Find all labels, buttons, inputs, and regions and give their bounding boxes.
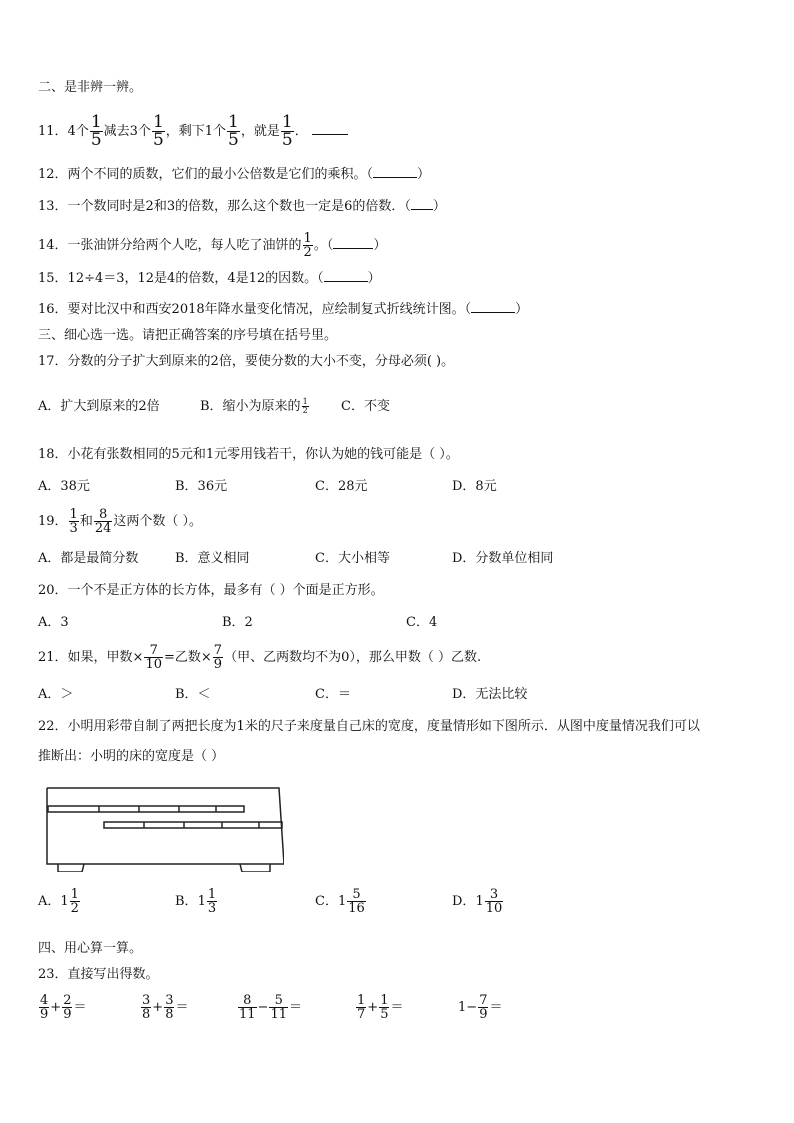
question-14: 14．一张油饼分给两个人吃，每人吃了油饼的 $\frac{1}{2}$ 。（ ）	[38, 231, 387, 260]
answer-blank[interactable]	[471, 312, 515, 313]
question-15: 15．12÷4＝3，12是4的倍数，4是12的因数。（ ）	[38, 271, 381, 286]
option-a[interactable]: A．38元	[38, 479, 90, 494]
answer-blank[interactable]	[312, 134, 348, 135]
option-b[interactable]: B．1 $\frac{1}{3}$	[175, 887, 217, 916]
option-d[interactable]: D．1 $\frac{3}{10}$	[452, 887, 503, 916]
option-b[interactable]: B．意义相同	[175, 551, 250, 566]
math-expression: $\frac{3}{8}$ + $\frac{3}{8}$ ＝	[142, 993, 189, 1022]
fraction: $\frac{8}{24}$	[94, 507, 112, 536]
question-12: 12．两个不同的质数，它们的最小公倍数是它们的乘积。（ ）	[38, 167, 431, 182]
math-expression: 1− $\frac{7}{9}$ ＝	[458, 993, 503, 1022]
fraction: $\frac{7}{9}$	[213, 643, 223, 672]
option-a[interactable]: A．都是最简分数	[38, 551, 139, 566]
fraction: $\frac{1}{5}$	[152, 112, 164, 150]
question-23: 23．直接写出得数。	[38, 967, 159, 982]
option-c[interactable]: C．1 $\frac{5}{16}$	[315, 887, 365, 916]
bed-leg-right	[240, 864, 270, 872]
question-22-line1: 22．小明用彩带自制了两把长度为1米的尺子来度量自己床的宽度，度量情形如下图所示．从图中度量情况我们可以	[38, 719, 700, 734]
question-16: 16．要对比汉中和西安2018年降水量变化情况，应绘制复式折线统计图。（ ）	[38, 302, 529, 317]
fraction: $\frac{1}{2}$	[302, 397, 308, 415]
section-heading-4: 四、用心算一算。	[38, 941, 143, 956]
answer-blank[interactable]	[333, 248, 373, 249]
fraction: $\frac{1}{5}$	[90, 112, 102, 150]
question-20: 20．一个不是正方体的长方体，最多有（ ）个面是正方形。	[38, 583, 384, 598]
math-expression: $\frac{1}{7}$ + $\frac{1}{5}$ ＝	[357, 993, 404, 1022]
fraction: $\frac{1}{5}$	[281, 112, 293, 150]
option-c[interactable]: C．不变	[341, 399, 390, 414]
question-21: 21．如果，甲数× $\frac{7}{10}$ =乙数× $\frac{7}{9}$ （甲、乙两数均不为0），那么甲数（ ）乙数.	[38, 643, 482, 672]
option-d[interactable]: D．8元	[452, 479, 497, 494]
bed-ruler-figure	[44, 782, 284, 872]
fraction: $\frac{1}{3}$	[69, 507, 78, 536]
answer-blank[interactable]	[373, 177, 417, 178]
answer-blank[interactable]	[411, 209, 433, 210]
option-c[interactable]: C．＝	[315, 687, 351, 702]
fraction: $\frac{1}{5}$	[228, 112, 239, 150]
option-c[interactable]: C．28元	[315, 479, 368, 494]
answer-blank[interactable]	[324, 281, 368, 282]
option-b[interactable]: B．＜	[175, 687, 211, 702]
option-c[interactable]: C．大小相等	[315, 551, 390, 566]
math-expression: $\frac{8}{11}$ − $\frac{5}{11}$ ＝	[239, 993, 303, 1022]
option-a[interactable]: A．＞	[38, 687, 74, 702]
fraction: $\frac{1}{2}$	[303, 231, 312, 260]
question-11: 11．4个 $\frac{1}{5}$ 减去3个 $\frac{1}{5}$ ，剩下1个 $\frac{1}{5}$ ，就是 $\frac{1}{5}$ ．	[38, 114, 348, 149]
fraction: $\frac{7}{10}$	[145, 643, 162, 672]
ruler-2	[104, 822, 282, 828]
ruler-1	[48, 806, 244, 812]
option-a[interactable]: A．1 $\frac{1}{2}$	[38, 887, 79, 916]
option-c[interactable]: C．4	[406, 615, 438, 630]
section-heading-3: 三、细心选一选。请把正确答案的序号填在括号里。	[38, 328, 338, 343]
section-heading-2: 二、是非辨一辨。	[38, 80, 143, 95]
option-d[interactable]: D．无法比较	[452, 687, 528, 702]
question-22-line2: 推断出：小明的床的宽度是（ ）	[38, 749, 225, 764]
bed-outline	[47, 788, 284, 864]
option-b[interactable]: B．缩小为原来的 $\frac{1}{2}$	[200, 397, 308, 415]
question-17: 17．分数的分子扩大到原来的2倍，要使分数的大小不变，分母必须( )。	[38, 354, 455, 369]
math-expression: $\frac{4}{9}$ + $\frac{2}{9}$ ＝	[40, 993, 87, 1022]
question-19: 19． $\frac{1}{3}$ 和 $\frac{8}{24}$ 这两个数（ ）。	[38, 507, 203, 536]
fraction: $\frac{3}{10}$	[485, 887, 503, 916]
question-13: 13．一个数同时是2和3的倍数，那么这个数也一定是6的倍数．（ ）	[38, 199, 446, 214]
fraction: $\frac{1}{3}$	[207, 887, 217, 916]
option-b[interactable]: B．2	[222, 615, 253, 630]
question-18: 18．小花有张数相同的5元和1元零用钱若干，你认为她的钱可能是（ ）。	[38, 447, 459, 462]
fraction: $\frac{5}{16}$	[348, 887, 365, 916]
option-b[interactable]: B．36元	[175, 479, 228, 494]
option-a[interactable]: A．3	[38, 615, 69, 630]
option-d[interactable]: D．分数单位相同	[452, 551, 554, 566]
fraction: $\frac{1}{2}$	[70, 887, 79, 916]
bed-leg-left	[58, 864, 84, 872]
option-a[interactable]: A．扩大到原来的2倍	[38, 399, 160, 414]
